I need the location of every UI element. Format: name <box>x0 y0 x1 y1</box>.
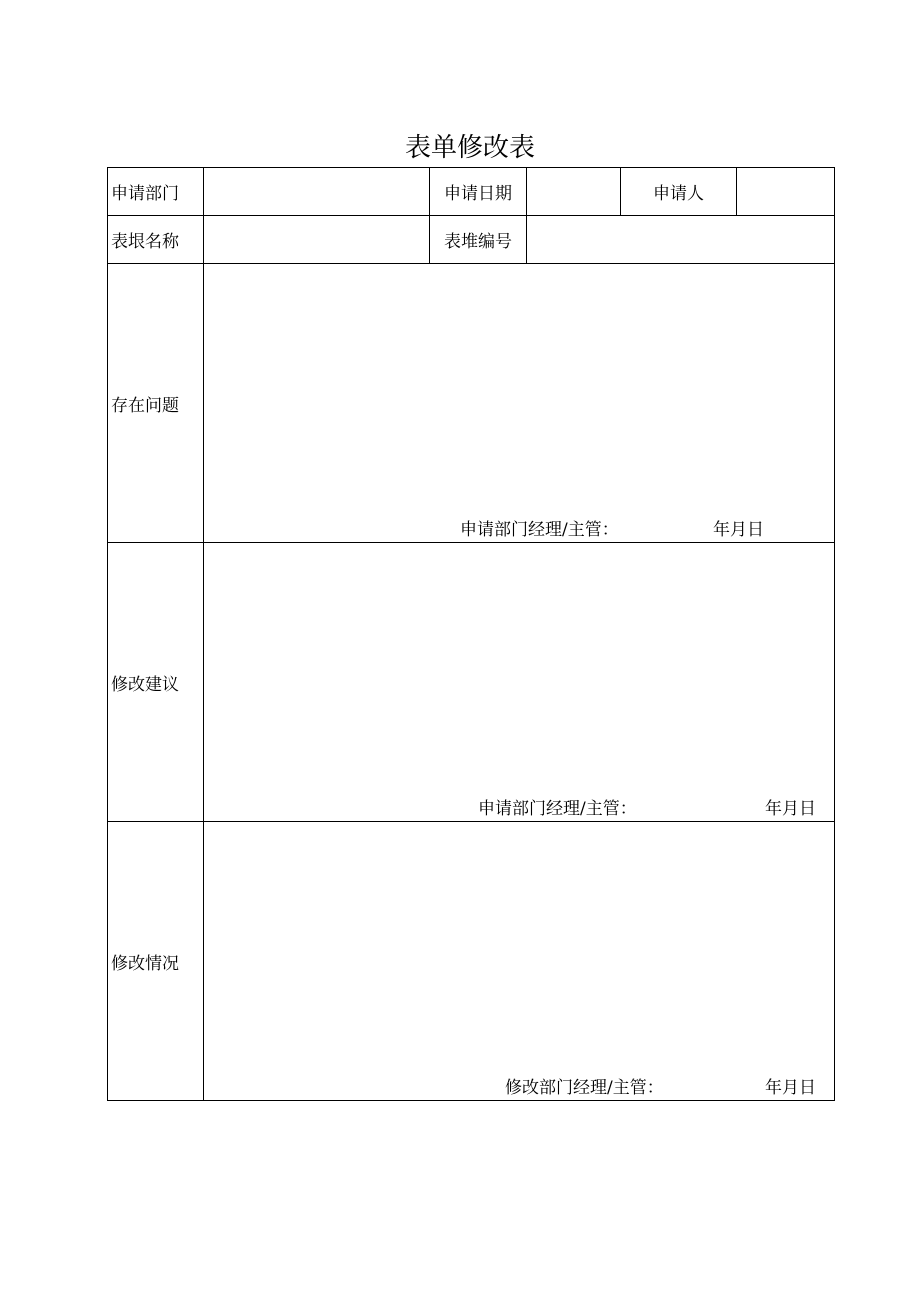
modification-form-table <box>107 167 835 1101</box>
applicant-field[interactable] <box>737 168 835 216</box>
suggestion-label: 修改建议 <box>108 543 204 822</box>
dept-label: 申请部门 <box>108 168 204 216</box>
section-row-status <box>108 822 835 1101</box>
section-row-suggestion <box>108 543 835 822</box>
date-label: 申请日期 <box>430 168 527 216</box>
form-title: 表单修改表 <box>404 133 535 163</box>
issues-content-area[interactable] <box>204 264 835 543</box>
issues-date-label: 年月日 <box>713 520 764 540</box>
header-row-2 <box>108 216 835 264</box>
form-no-label: 表堆编号 <box>430 216 527 264</box>
date-field[interactable] <box>527 168 621 216</box>
form-no-field[interactable] <box>527 216 835 264</box>
form-name-label: 表垠名称 <box>108 216 204 264</box>
status-label: 修改情况 <box>108 822 204 1101</box>
section-row-issues <box>108 264 835 543</box>
suggestion-content-area[interactable] <box>204 543 835 822</box>
header-row-1 <box>108 168 835 216</box>
suggestion-date-label: 年月日 <box>765 799 816 819</box>
status-signature-label: 修改部门经理/主管： <box>505 1078 664 1098</box>
suggestion-signature-label: 申请部门经理/主管： <box>478 799 637 819</box>
status-date-label: 年月日 <box>765 1078 816 1098</box>
dept-field[interactable] <box>204 168 430 216</box>
issues-signature-label: 申请部门经理/主管： <box>460 520 619 540</box>
form-name-field[interactable] <box>204 216 430 264</box>
status-content-area[interactable] <box>204 822 835 1101</box>
issues-label: 存在问题 <box>108 264 204 543</box>
applicant-label: 申请人 <box>621 168 737 216</box>
